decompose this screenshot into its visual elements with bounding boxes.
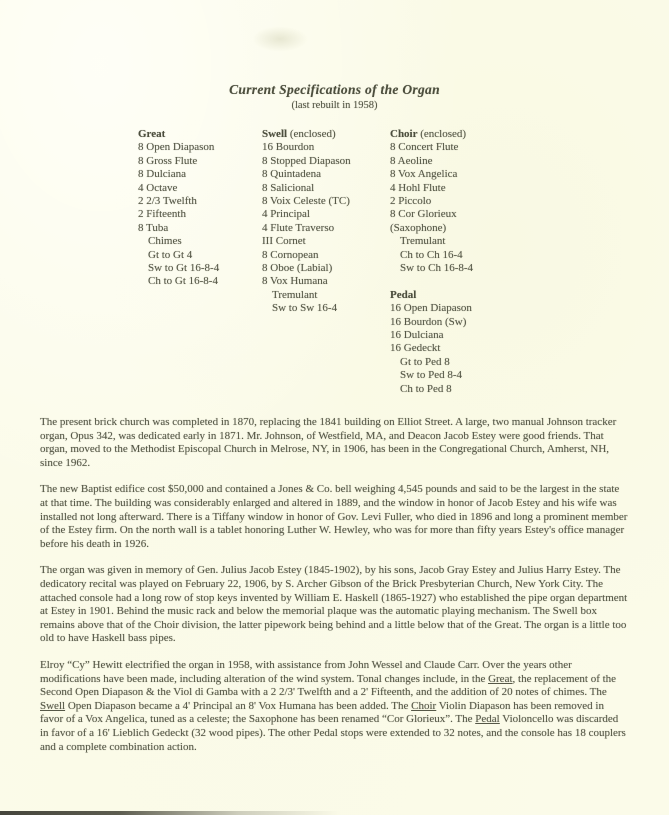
stop-item [390,182,565,195]
stop-label: 8 Vox Humana [262,275,328,288]
division-column-choir [390,128,565,396]
stop-item [390,302,565,315]
paragraph-history-church [40,416,629,470]
scan-smudge-artifact [252,26,308,52]
stop-label: 16 Bourdon (Sw) [390,315,467,328]
stop-item [138,249,262,262]
paragraph-text: Violin Diapason has been removed in favor of a Vox Angelica, tuned as a celeste; the Saxophone has been renamed “Cor Glorieux”. The [40,699,604,726]
paragraph-text: The new Baptist edifice cost $50,000 and contained a Jones & Co. bell weighing 4,545 pounds and said to be the largest in the state at that time. The building was considerably enlarged and altered in 1889, and the window in honor of Jacob Estey and his wife was installed not long afterward. There is a Tiffany window in honor of Gov. Levi Fuller, who died in 1896 and long a prominent member of the Estey firm. On the north wall is a tablet honoring Luther W. Hewley, who was for more than fifty years Estey's office manager before his death in 1926. [40,483,628,550]
stop-item [390,262,565,275]
stop-item [138,168,262,181]
stop-label: 4 Hohl Flute [390,181,446,194]
stop-label: 8 Tuba [138,221,169,234]
stop-item [138,262,262,275]
stop-item [390,208,565,221]
division-name: Choir [390,128,418,140]
stop-item [390,369,565,382]
stop-label: 4 Octave [138,181,178,194]
stop-label: Sw to Sw 16-4 [272,302,338,315]
stop-label: 8 Concert Flute [390,141,459,154]
division-header-great [138,128,262,141]
stop-item [390,329,565,342]
stop-item [138,235,262,248]
stop-item [390,155,565,168]
stop-item [390,356,565,369]
division-header-swell [262,128,390,141]
paragraph-text: Open Diapason became a 4' Principal an 8' Vox Humana has been added. The [65,699,412,712]
stop-item [262,249,390,262]
stop-item [262,182,390,195]
stop-label: 16 Open Diapason [390,302,472,315]
paragraph-baptist-edifice [40,483,629,551]
stop-item [262,141,390,154]
stop-label: Tremulant [272,288,318,301]
stop-label: Ch to Ped 8 [400,382,452,395]
stop-label: Chimes [148,235,182,248]
stop-item [390,342,565,355]
paragraph-text: Swell [40,699,66,712]
stop-item [262,235,390,248]
stop-item [138,222,262,235]
paragraph-text: The organ was given in memory of Gen. Julius Jacob Estey (1845-1902), by his sons, Jacob Gray Estey and Julius Harry Estey. The dedicatory recital was played on February 22, 1906, by S. Archer Gibson of the Brick Presbyterian Church, New York City. The attached console had a long row of stop keys invented by William E. Haskell (1865-1927) who established the pipe organ department at Estey in 1901. Behind the music rack and below the memorial plaque was the automatic playing mechanism. The Swell box remains above that of the Choir division, the latter pipework being behind and a little below that of the Great. The organ is a little too old to have Haskell bass pipes. [40,564,628,645]
division-name: Pedal [390,288,417,301]
stoplist-section [40,128,629,396]
stop-item [262,208,390,221]
stop-item [390,249,565,262]
stop-item [138,195,262,208]
stoplist-swell [262,141,390,315]
stop-label: 2 Fifteenth [138,208,186,221]
stop-label: Gt to Gt 4 [148,248,193,261]
paragraph-text: Great [488,672,513,685]
stop-label: 4 Flute Traverso [262,221,335,234]
division-column-swell [262,128,390,396]
paragraph-text: Choir [411,699,437,712]
division-name: Great [138,128,166,140]
scan-edge-artifact [0,811,340,815]
division-header-pedal [390,289,565,302]
stop-label: Sw to Gt 16-8-4 [148,262,220,275]
stop-label: 8 Dulciana [138,168,186,181]
stop-item [390,195,565,208]
paragraph-text: Violoncello was discarded in favor of a 16' Lieblich Gedeckt (32 wood pipes). The other Pedal stops were extended to 32 notes, and the console has 18 couplers and a complete combination action. [40,713,626,753]
stop-item [262,195,390,208]
paragraph-text: Elroy “Cy” Hewitt electrified the organ in 1958, with assistance from John Wessel and Claude Carr. Over the years other modifications have been made, including alteration of the wind system. Tonal changes include, in the [40,659,572,685]
stop-label: 8 Aeoline [390,154,433,167]
stoplist-choir [390,141,565,275]
stop-label: Ch to Gt 16-8-4 [148,275,218,288]
stop-label: III Cornet [262,235,306,248]
stop-label: Ch to Ch 16-4 [400,248,463,261]
body-text [40,416,629,754]
stop-label: 8 Stopped Diapason [262,154,351,167]
stop-label: 2 Piccolo [390,195,432,208]
paragraph-text: Pedal [475,713,500,726]
stop-item [390,316,565,329]
stop-label: 4 Principal [262,208,310,221]
stop-label: 8 Quintadena [262,168,321,181]
stop-item [390,168,565,181]
stop-item [262,289,390,302]
stop-item [390,235,565,248]
stop-label: 8 Cor Glorieux [390,208,457,221]
stop-item [390,383,565,396]
stop-item [390,222,565,235]
stop-label: 8 Gross Flute [138,154,198,167]
stop-item [138,208,262,221]
stop-item [262,275,390,288]
stop-label: Tremulant [400,235,446,248]
stop-item [262,168,390,181]
stop-label: Gt to Ped 8 [400,355,450,368]
stop-label: 16 Bourdon [262,141,315,154]
stop-item [390,141,565,154]
paragraph-organ-memorial [40,564,629,646]
paragraph-modifications [40,659,629,754]
stop-item [262,262,390,275]
stop-label: Sw to Ch 16-8-4 [400,262,474,275]
division-qualifier: (enclosed) [289,128,336,140]
stop-item [262,222,390,235]
stop-item [138,155,262,168]
stop-item [138,141,262,154]
division-column-great [138,128,262,396]
division-header-choir [390,128,565,141]
stop-item [138,182,262,195]
division-qualifier: (enclosed) [420,128,467,140]
page-subtitle: (last rebuilt in 1958) [291,100,378,111]
stop-label: 16 Gedeckt [390,342,441,355]
stop-label: 8 Salicional [262,181,315,194]
stop-label: 2 2/3 Twelfth [138,195,197,208]
stop-label: Sw to Ped 8-4 [400,369,463,382]
stop-label: 8 Cornopean [262,248,319,261]
stop-label: 8 Open Diapason [138,141,215,154]
stoplist-pedal [390,302,565,396]
stop-label: 8 Vox Angelica [390,168,458,181]
stop-item [138,275,262,288]
stop-label: 16 Dulciana [390,329,444,342]
stop-item [262,155,390,168]
stop-item [262,302,390,315]
stop-label: 8 Voix Celeste (TC) [262,195,350,208]
stop-label: 8 Oboe (Labial) [262,262,333,275]
stoplist-great [138,141,262,288]
paragraph-text: , the replacement of the Second Open Diapason & the Viol di Gamba with a 2 2/3' Twelfth and a 2' Fifteenth, and the addition of 20 notes of chimes. The [40,672,617,699]
stop-label: (Saxophone) [390,221,447,234]
page-title: Current Specifications of the Organ [229,82,440,97]
paragraph-text: The present brick church was completed in 1870, replacing the 1841 building on Elliot Street. A large, two manual Johnson tracker organ, Opus 342, was dedicated early in 1871. Mr. Johnson, of Westfield, MA, and Deacon Jacob Estey were good friends. That organ, moved to the Methodist Episcopal Church in Melrose, NY, in 1906, has been in the Congregational Church, Amherst, NH, since 1962. [40,416,617,469]
division-name: Swell [262,128,288,140]
